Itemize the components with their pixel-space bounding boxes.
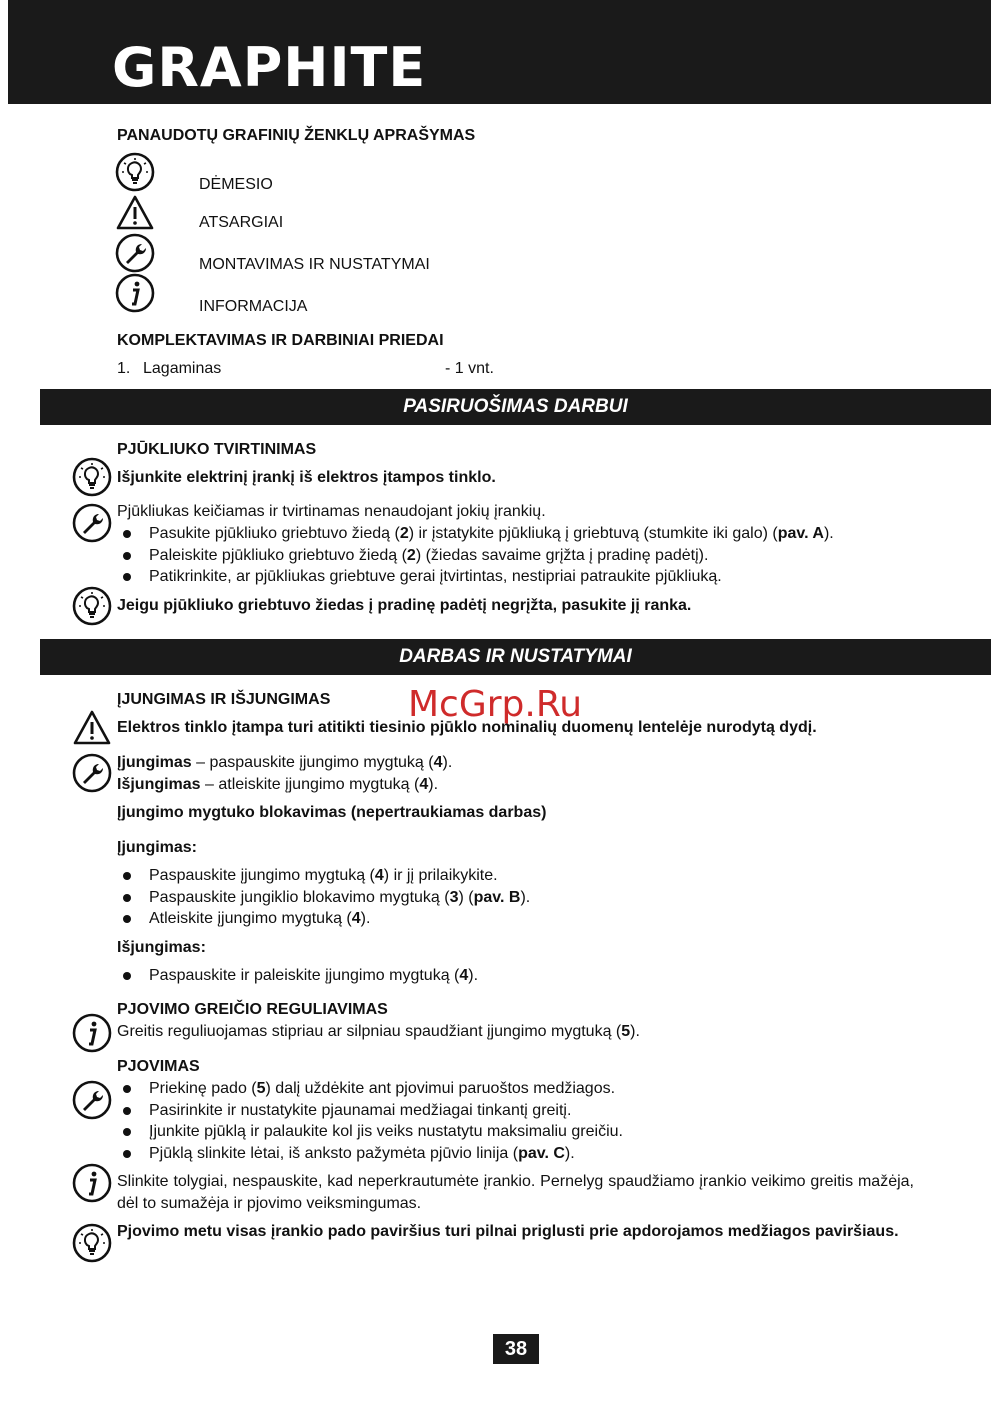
wrench-icon bbox=[115, 233, 155, 273]
voltage-caution: Elektros tinklo įtampa turi atitikti tiesinio pjūklo nominalių duomenų lentelėje nurodytą dydį. bbox=[117, 719, 817, 736]
lightbulb-icon bbox=[115, 152, 155, 192]
warning-triangle-icon bbox=[115, 193, 155, 233]
speed-heading: PJOVIMO GREIČIO REGULIAVIMAS bbox=[117, 1001, 388, 1018]
list-item: Atleiskite įjungimo mygtuką (4). bbox=[117, 908, 917, 930]
lock-off-heading: Išjungimas: bbox=[117, 939, 206, 956]
blade-mount-heading: PJŪKLIUKO TVIRTINIMAS bbox=[117, 441, 317, 458]
speed-text: Greitis reguliuojamas stipriau ar silpniau spaudžiant įjungimo mygtuką (5). bbox=[117, 1023, 640, 1040]
cutting-info-text: Slinkite tolygiai, nespauskite, kad neperkrautumėte įrankio. Pernelyg spaudžiamo įrankio veikimo greitis mažėja, dėl to sumažėja ir pjovimo veiksmingumas. bbox=[117, 1173, 914, 1212]
wrench-icon bbox=[72, 503, 112, 543]
wrench-icon bbox=[72, 1080, 112, 1120]
lock-off-steps bbox=[117, 965, 917, 987]
list-item: Įjunkite pjūklą ir palaukite kol jis veiks nustatytu maksimaliu greičiu. bbox=[117, 1121, 917, 1143]
final-warning: Pjovimo metu visas įrankio pado paviršius turi pilnai priglusti prie apdorojamos medžiagos paviršiaus. bbox=[117, 1223, 899, 1240]
switch-on-line: Įjungimas – paspauskite įjungimo mygtuką (4). bbox=[117, 754, 453, 771]
list-item: Paspauskite jungiklio blokavimo mygtuką (3) (pav. B). bbox=[117, 887, 917, 909]
lock-on-heading: Įjungimas: bbox=[117, 839, 198, 856]
blade-steps-list bbox=[117, 523, 937, 588]
banner-text: PASIRUOŠIMAS DARBUI bbox=[403, 396, 628, 417]
kit-item-name: Lagaminas bbox=[143, 360, 222, 377]
section-banner-preparation bbox=[40, 389, 991, 425]
lock-heading: Įjungimo mygtuko blokavimas (nepertraukiamas darbas) bbox=[117, 804, 547, 821]
wrench-icon bbox=[72, 753, 112, 793]
blade-intro-text: Pjūkliukas keičiamas ir tvirtinamas nenaudojant jokių įrankių. bbox=[117, 503, 546, 520]
legend-label-assembly: MONTAVIMAS IR NUSTATYMAI bbox=[199, 256, 430, 273]
lightbulb-icon bbox=[72, 1223, 112, 1263]
kit-heading: KOMPLEKTAVIMAS IR DARBINIAI PRIEDAI bbox=[117, 332, 444, 349]
page-number-text: 38 bbox=[504, 1337, 528, 1360]
kit-item-number: 1. bbox=[117, 360, 131, 377]
lightbulb-icon bbox=[72, 457, 112, 497]
legend-label-info: INFORMACIJA bbox=[199, 298, 308, 315]
list-item: Pasirinkite ir nustatykite pjaunamai medžiagai tinkantį greitį. bbox=[117, 1100, 917, 1122]
lightbulb-icon bbox=[72, 586, 112, 626]
list-item: Paspauskite įjungimo mygtuką (4) ir jį prilaikykite. bbox=[117, 865, 917, 887]
cutting-steps bbox=[117, 1078, 917, 1164]
list-item: Priekinę pado (5) dalį uždėkite ant pjovimui paruoštos medžiagos. bbox=[117, 1078, 917, 1100]
info-icon bbox=[72, 1163, 112, 1203]
cutting-heading: PJOVIMAS bbox=[117, 1058, 200, 1075]
switching-heading: ĮJUNGIMAS IR IŠJUNGIMAS bbox=[117, 691, 331, 708]
info-icon bbox=[115, 273, 155, 313]
legend-label-caution: ATSARGIAI bbox=[199, 214, 284, 231]
warning-triangle-icon bbox=[72, 708, 112, 748]
switch-off-line: Išjungimas – atleiskite įjungimo mygtuką (4). bbox=[117, 776, 439, 793]
list-item: Pasukite pjūkliuko griebtuvo žiedą (2) ir įstatykite pjūkliuką į griebtuvą (stumkite iki galo) (pav. A). bbox=[117, 523, 937, 545]
brand-logo: GRAPHITE bbox=[112, 36, 427, 99]
list-item: Paleiskite pjūkliuko griebtuvo žiedą (2) (žiedas savaime grįžta į pradinę padėtį). bbox=[117, 545, 937, 567]
watermark: McGrp.Ru bbox=[408, 684, 583, 725]
legend-heading: PANAUDOTŲ GRAFINIŲ ŽENKLŲ APRAŠYMAS bbox=[117, 127, 476, 144]
lock-on-steps bbox=[117, 865, 917, 930]
info-icon bbox=[72, 1013, 112, 1053]
legend-label-attention: DĖMESIO bbox=[199, 176, 273, 193]
ring-return-warning: Jeigu pjūkliuko griebtuvo žiedas į pradinę padėtį negrįžta, pasukite jį ranka. bbox=[117, 597, 692, 614]
page-number bbox=[493, 1334, 539, 1364]
section-banner-operation bbox=[40, 639, 991, 675]
list-item: Patikrinkite, ar pjūkliukas griebtuve gerai įtvirtintas, nestipriai patraukite pjūkliuką. bbox=[117, 566, 937, 588]
kit-item-qty: - 1 vnt. bbox=[445, 360, 494, 377]
unplug-warning: Išjunkite elektrinį įrankį iš elektros įtampos tinklo. bbox=[117, 469, 496, 486]
list-item: Pjūklą slinkite lėtai, iš anksto pažymėta pjūvio linija (pav. C). bbox=[117, 1143, 917, 1165]
list-item: Paspauskite ir paleiskite įjungimo mygtuką (4). bbox=[117, 965, 917, 987]
banner-text: DARBAS IR NUSTATYMAI bbox=[399, 646, 632, 667]
